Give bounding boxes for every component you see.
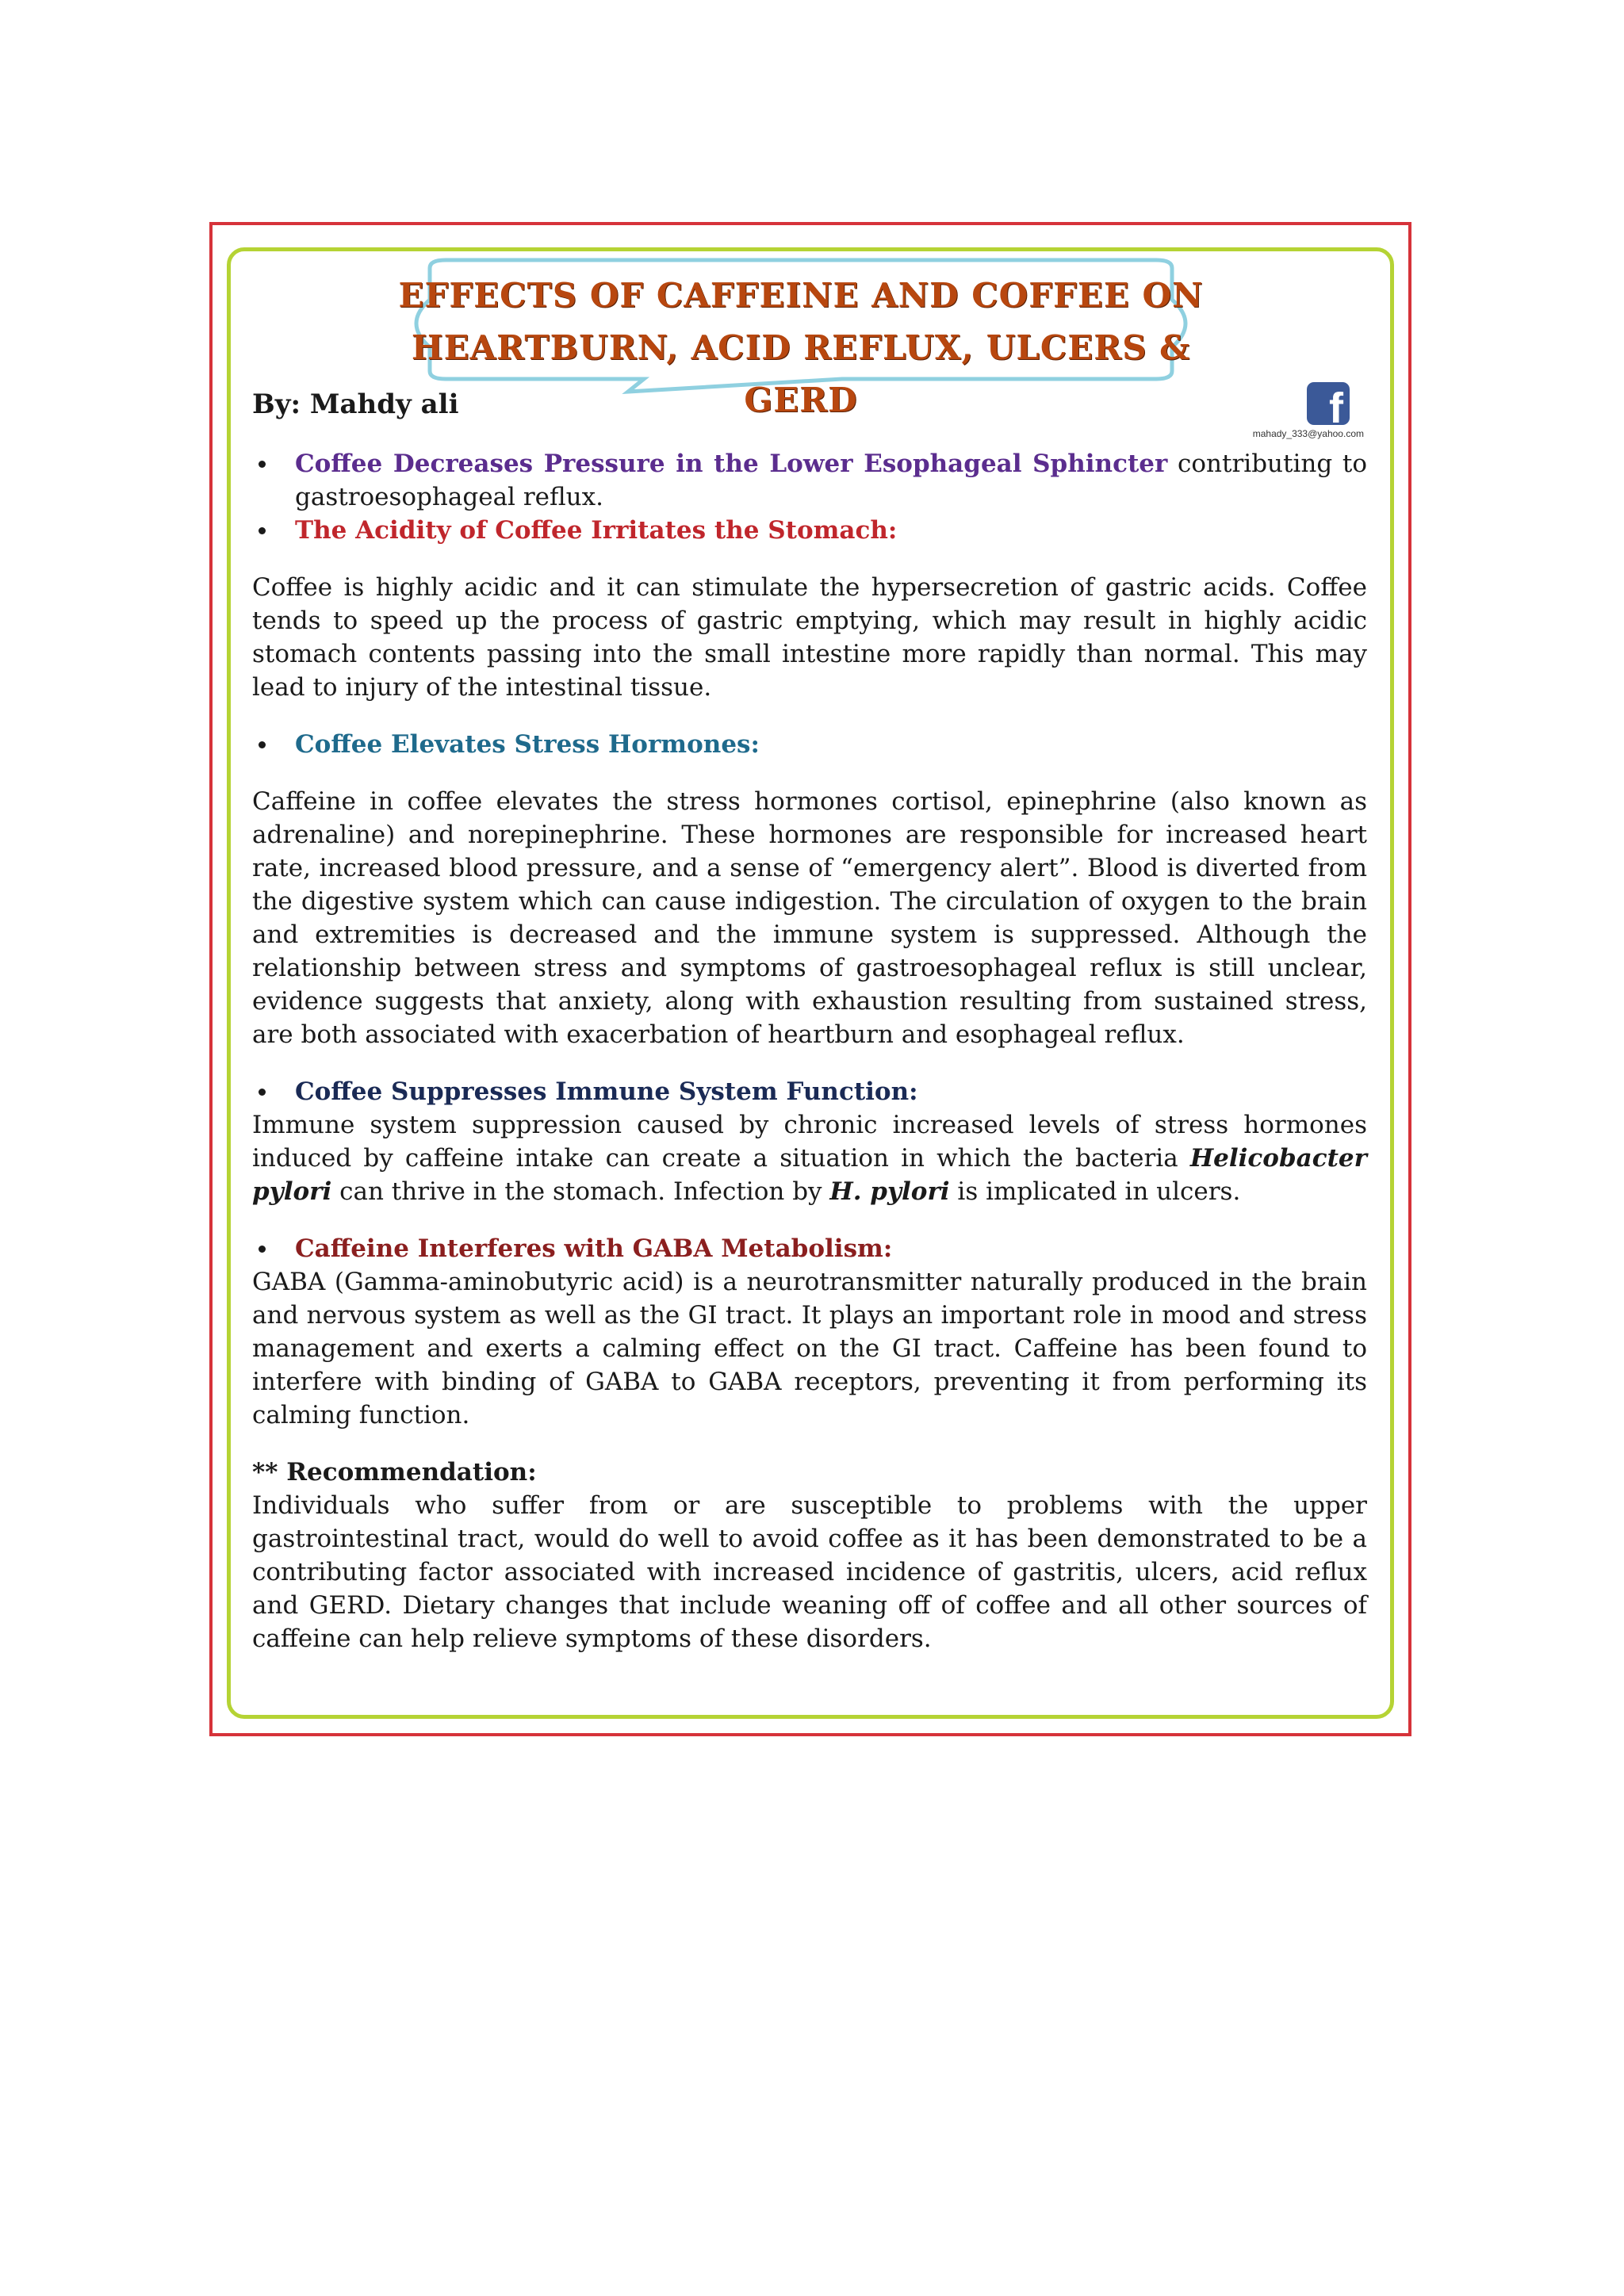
recommendation-heading: ** Recommendation: bbox=[252, 1458, 537, 1487]
text-run: can thrive in the stomach. Infection by bbox=[331, 1177, 830, 1206]
section-heading: The Acidity of Coffee Irritates the Stomach: bbox=[295, 516, 898, 545]
article-body bbox=[252, 447, 1367, 1655]
section-gaba-body: GABA (Gamma-aminobutyric acid) is a neurotransmitter naturally produced in the brain and nervous system as well as the GI tract. It plays an important role in mood and stress management and exerts a calming effect on the GI tract. Caffeine has been found to interfere with binding of GABA to GABA receptors, preventing it from performing its calming function. bbox=[252, 1268, 1367, 1429]
section-stress-body: Caffeine in coffee elevates the stress hormones cortisol, epinephrine (also known as adrenaline) and norepinephrine. These hormones are responsible for increased heart rate, increased blood pressure, and a sense of “emergency alert”. Blood is diverted from the digestive system which can cause indigestion. The circulation of oxygen to the brain and extremities is decreased and the immune system is suppressed. Although the relationship between stress and symptoms of gastroesophageal reflux is still unclear, evidence suggests that anxiety, along with exhaustion resulting from sustained stress, are both associated with exacerbation of heartburn and esophageal reflux. bbox=[252, 787, 1367, 1049]
title-banner bbox=[398, 252, 1204, 419]
bullet-icon bbox=[259, 461, 266, 468]
species-abbrev: H. pylori bbox=[829, 1177, 950, 1206]
section-gaba-heading-row bbox=[252, 1232, 1367, 1265]
text-run: Immune system suppression caused by chronic increased levels of stress hormones induced by caffeine intake can create a situation in which the bacteria bbox=[252, 1111, 1367, 1173]
species-name: Helicobacter pylori bbox=[252, 1144, 1367, 1206]
section-sphincter bbox=[252, 447, 1367, 514]
section-heading: Caffeine Interferes with GABA Metabolism: bbox=[295, 1234, 893, 1263]
text-run: is implicated in ulcers. bbox=[949, 1177, 1241, 1206]
page-title bbox=[398, 270, 1204, 427]
section-immune-heading-row bbox=[252, 1075, 1367, 1108]
section-stress-heading-row bbox=[252, 728, 1367, 761]
section-acidity-body: Coffee is highly acidic and it can stimulate the hypersecretion of gastric acids. Coffee tends to speed up the process of gastric emptying, which may result in highly acidic stomach contents passing into the small intestine more rapidly than normal. This may lead to injury of the intestinal tissue. bbox=[252, 573, 1367, 702]
section-acidity-heading-row bbox=[252, 514, 1367, 547]
bullet-icon bbox=[259, 1246, 266, 1253]
facebook-icon[interactable]: f bbox=[1307, 382, 1350, 425]
section-heading: Coffee Decreases Pressure in the Lower Esophageal Sphincter bbox=[295, 450, 1168, 478]
section-heading: Coffee Suppresses Immune System Function: bbox=[295, 1077, 918, 1106]
title-line-2: HEARTBURN, ACID REFLUX, ULCERS & GERD bbox=[411, 328, 1191, 419]
title-line-1: EFFECTS OF CAFFEINE AND COFFEE ON bbox=[398, 276, 1204, 315]
section-heading: Coffee Elevates Stress Hormones: bbox=[295, 730, 760, 759]
bullet-icon bbox=[259, 1089, 266, 1096]
contact-email: mahady_333@yahoo.com bbox=[1252, 428, 1364, 439]
recommendation-body: Individuals who suffer from or are susceptible to problems with the upper gastrointestinal tract, would do well to avoid coffee as it has been demonstrated to be a contributing factor associated with increased incidence of gastritis, ulcers, acid reflux and GERD. Dietary changes that include weaning off of coffee and all other sources of caffeine can help relieve symptoms of these disorders. bbox=[252, 1491, 1367, 1653]
bullet-icon bbox=[259, 741, 266, 748]
bullet-icon bbox=[259, 527, 266, 534]
author-byline: By: Mahdy ali bbox=[252, 388, 459, 420]
section-immune-body bbox=[252, 1108, 1367, 1208]
section-text: contributing to gastroesophageal reflux. bbox=[295, 450, 1367, 511]
